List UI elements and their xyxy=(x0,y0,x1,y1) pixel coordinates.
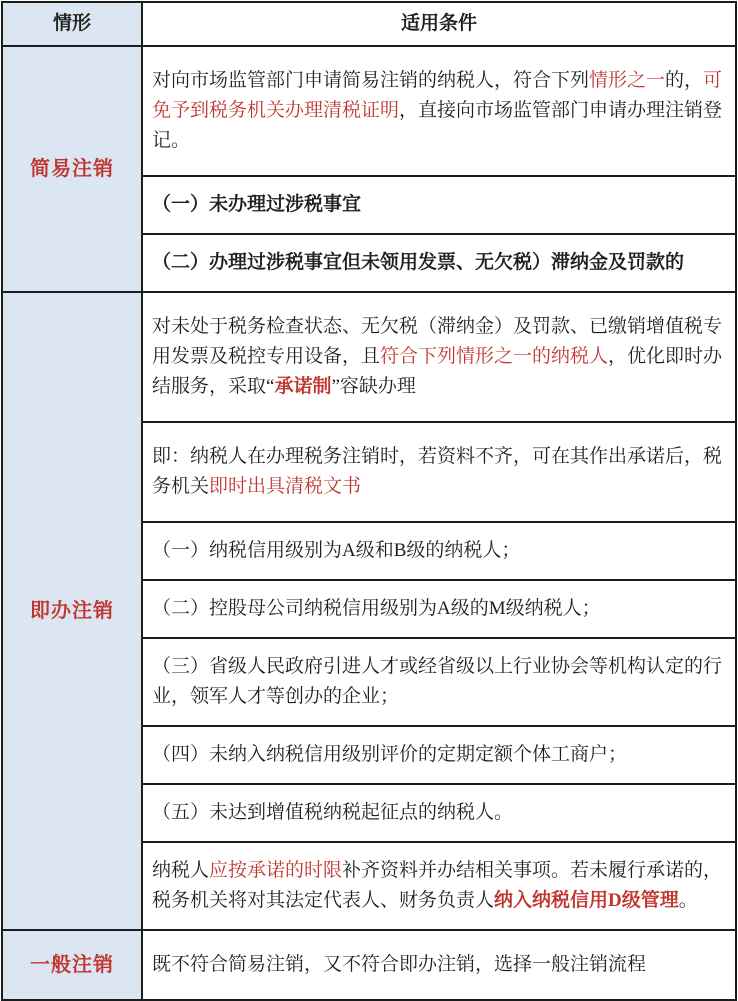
header-row xyxy=(2,2,736,46)
header-situation: 情形 xyxy=(2,2,142,46)
text-segment: 纳入纳税信用D级管理 xyxy=(494,890,679,911)
table-row xyxy=(2,930,736,1000)
text-segment: 符合下列情形之一的纳税人 xyxy=(380,346,609,367)
text-segment: 即时出具清税文书 xyxy=(209,476,362,497)
condition-cell xyxy=(142,46,736,176)
condition-cell xyxy=(142,930,736,1000)
text-segment: 纳税人 xyxy=(152,860,210,881)
text-segment: （二）控股母公司纳税信用级别为A级的M级纳税人； xyxy=(152,598,601,619)
text-segment: 情形之一 xyxy=(589,70,666,91)
text-segment: （五）未达到增值税纳税起征点的纳税人。 xyxy=(152,802,514,823)
text-segment: 承诺制 xyxy=(274,376,332,397)
header-conditions: 适用条件 xyxy=(142,2,736,46)
text-segment: （一）未办理过涉税事宜 xyxy=(152,194,362,215)
situation-label: 简易注销 xyxy=(2,46,142,292)
text-segment: 对向市场监管部门申请简易注销的纳税人，符合下列 xyxy=(152,70,590,91)
text-segment: （三）省级人民政府引进人才或经省级以上行业协会等机构认定的行业，领军人才等创办的企业； xyxy=(152,656,723,707)
text-segment: ，优化即时办结服务，采取“ xyxy=(152,346,723,397)
condition-cell xyxy=(142,580,736,638)
condition-cell xyxy=(142,422,736,522)
situation-label: 一般注销 xyxy=(2,930,142,1000)
condition-cell xyxy=(142,176,736,234)
text-segment: （一）纳税信用级别为A级和B级的纳税人； xyxy=(152,540,521,561)
table-row xyxy=(2,292,736,422)
text-segment: 。 xyxy=(678,890,698,911)
table-row xyxy=(2,46,736,176)
condition-cell xyxy=(142,784,736,842)
table-header xyxy=(2,2,736,46)
text-segment: 可免予到税务机关办理清税证明 xyxy=(152,70,723,121)
condition-cell xyxy=(142,726,736,784)
text-segment: 应按承诺的时限 xyxy=(209,860,343,881)
condition-cell xyxy=(142,292,736,422)
text-segment: 补齐资料并办结相关事项。若未履行承诺的，税务机关将对其法定代表人、财务负责人 xyxy=(152,860,723,911)
text-segment: ，直接向市场监管部门申请办理注销登记。 xyxy=(152,100,723,151)
text-segment: （四）未纳入纳税信用级别评价的定期定额个体工商户； xyxy=(152,744,628,765)
deregistration-table xyxy=(1,1,737,1001)
condition-cell xyxy=(142,522,736,580)
table-body xyxy=(2,46,736,1000)
text-segment: 的， xyxy=(665,70,704,91)
condition-cell xyxy=(142,842,736,930)
text-segment: 即：纳税人在办理税务注销时，若资料不齐，可在其作出承诺后，税务机关 xyxy=(152,446,723,497)
text-segment: （二）办理过涉税事宜但未领用发票、无欠税）滞纳金及罚款的 xyxy=(152,252,685,273)
situation-label: 即办注销 xyxy=(2,292,142,930)
text-segment: 对未处于税务检查状态、无欠税（滞纳金）及罚款、已缴销增值税专用发票及税控专用设备，且 xyxy=(152,316,723,367)
text-segment: ”容缺办理 xyxy=(331,376,416,397)
condition-cell xyxy=(142,234,736,292)
text-segment: 既不符合简易注销，又不符合即办注销，选择一般注销流程 xyxy=(152,954,647,975)
condition-cell xyxy=(142,638,736,726)
